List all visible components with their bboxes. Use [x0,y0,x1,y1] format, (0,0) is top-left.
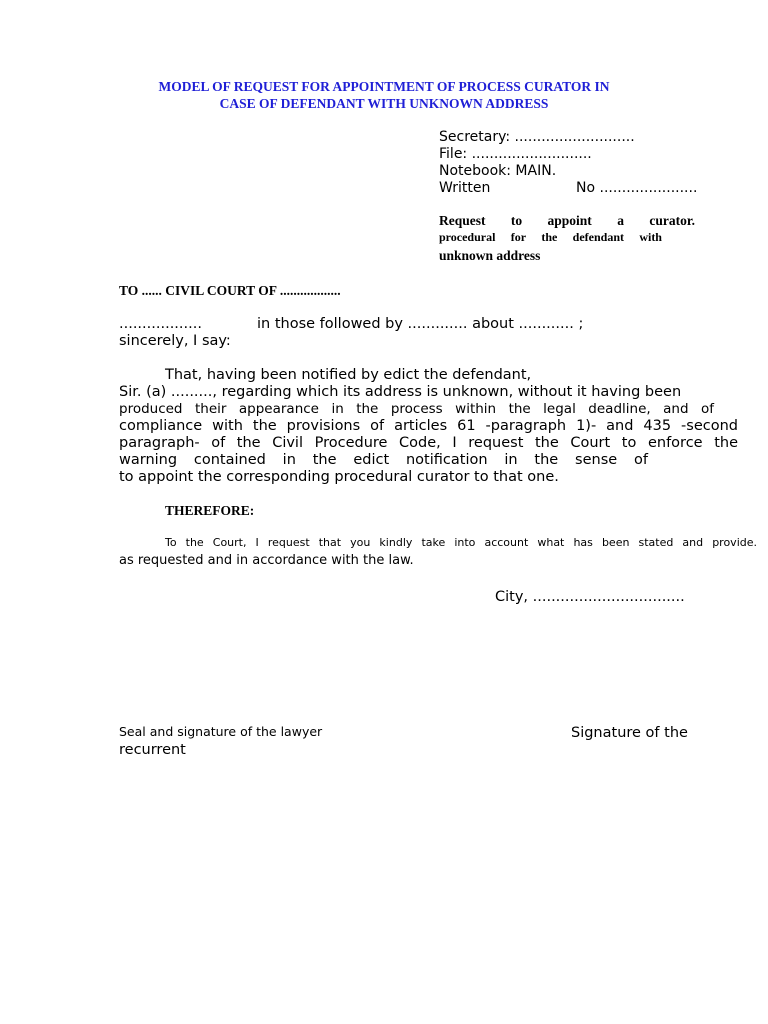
subject-word: for [510,230,527,244]
city-date-line: City, ................................. [495,589,685,605]
intro-text: in those followed by ............. about ............ ; [257,316,584,332]
notebook-field: Notebook: MAIN. [439,163,557,179]
written-number: No ...................... [576,180,698,196]
body-line-4: compliance with the provisions of articles 61 -paragraph 1)- and 435 -second [119,418,738,434]
intro-line-2: sincerely, I say: [119,333,231,349]
subject-word: curator. [649,213,695,228]
closing-line-2: as requested and in accordance with the law. [119,553,414,568]
body-line-7: to appoint the corresponding procedural curator to that one. [119,469,559,485]
document-title-line-2: CASE OF DEFENDANT WITH UNKNOWN ADDRESS [219,96,549,111]
subject-word: with [639,230,662,244]
body-line-3: produced their appearance in the process within the legal deadline, and of [119,401,714,417]
written-label: Written [439,180,491,196]
document-title-line-1: MODEL OF REQUEST FOR APPOINTMENT OF PROCESS CURATOR IN [158,79,610,94]
subject-word: to [510,213,523,228]
body-line-5: paragraph- of the Civil Procedure Code, I request the Court to enforce the [119,435,738,451]
subject-word: the [541,230,558,244]
file-field: File: ........................... [439,146,592,162]
lawyer-signature-label: Seal and signature of the lawyer [119,724,323,739]
recurrent-signature-label: Signature of the [571,725,688,741]
subject-line-3: unknown address [439,248,541,263]
body-line-1: That, having been notified by edict the defendant, [165,367,532,383]
secretary-field: Secretary: ........................... [439,129,635,145]
subject-word: Request [439,213,486,228]
subject-word: appoint [547,213,592,228]
recurrent-label: recurrent [119,742,186,758]
closing-line-1: To the Court, I request that you kindly take into account what has been stated and provide. [165,536,757,549]
intro-dots: .................. [119,316,202,332]
body-line-2: Sir. (a) ........., regarding which its address is unknown, without it having been [119,384,682,400]
subject-word: a [617,213,624,228]
subject-word: procedural [439,230,496,244]
subject-word: defendant [572,230,625,244]
body-line-6: warning contained in the edict notification in the sense of [119,452,648,468]
subject-line-1 [439,213,695,229]
subject-line-2 [439,230,662,245]
therefore-heading: THEREFORE: [165,503,255,518]
addressee: TO ...... CIVIL COURT OF .................. [119,283,341,298]
